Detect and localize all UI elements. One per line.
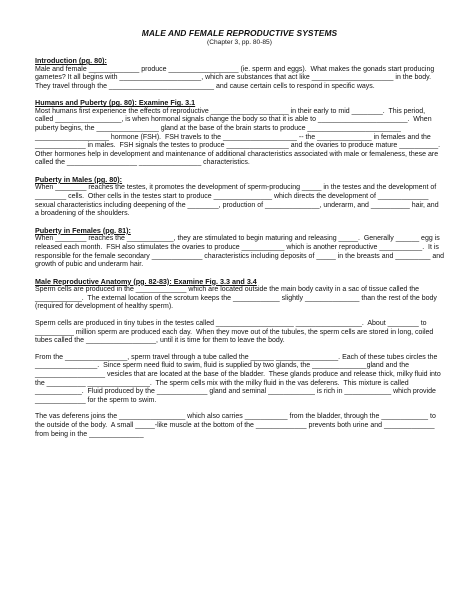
section-paragraph: When ________ reaches the testes, it promotes the development of sperm-producing _____ in the testes and the development of ________ cells. Other cells in the testes start to produce _______________ which directs the development of _____________ sexual characteristics including deepening of the ________, production of ______________, underarm, and __________ hair, and a broadening of the shoulders. [35,184,441,218]
section-heading: Male Reproductive Anatomy (pg. 82-83): Examine Fig. 3.3 and 3.4 [35,276,257,286]
section-paragraph: From the ________________, sperm travel through a tube called the ______ ________________. Each of these tubes circles the ________________. Since sperm need fluid to swim, fluid is supplied by two glands, the ______________gland and the __________________ vesicles that are located at the base of the bladder. These glands produce and release thick, milky fluid into the __________ ________________. The sperm cells mix with the milky fluid in the vas deferens. This mixture is called ____________. Fluid produced by the _____________ gland and seminal ____________ is rich in ____________ which provide _____________ for the sperm to swim. [35,353,443,404]
page-subtitle: (Chapter 3, pp. 80-85) [207,39,272,46]
section-heading: Introduction (pg. 80): [35,56,107,65]
section-paragraph: Sperm cells are produced in the _____________ which are located outside the main body cavity in a sac of tissue called the ____________. The external location of the scrotum keeps the ____________ slightly ______________ than the rest of the body (required for development of healthy sperm). [35,286,439,311]
section-male-reproductive-anatomy [35,278,444,439]
section-paragraph: Sperm cells are produced in tiny tubes in the testes called ____________________ _________________. About ________ to __________ million sperm are produced each day. When they move out of the tubules, the sperm cells are stored in long, coiled tubes called the __________________, until it is time for them to leave the body. [35,319,436,345]
section-paragraph: The vas deferens joins the _________________ which also carries ___________ from the bladder, through the ____________ to the outside of the body. A small _____-like muscle at the bottom of the _____________ prevents both urine and _____________ from being in the ______________ [35,413,438,438]
section-puberty-in-males [35,176,444,219]
section-paragraph: Male and female _____________ produce __________________ (ie. sperm and eggs). What makes the gonads start producing gametes? It all begins with _____________________, which are substances that act like _____________________ in the body. They travel through the ___________________________ and cause certain cells to respond in specific ways. [35,65,437,90]
section-heading: Humans and Puberty (pg. 80): Examine Fig. 3.1 [35,98,196,108]
section-heading: Puberty in Females (pg. 81): [35,225,131,235]
section-humans-and-puberty [35,99,444,168]
section-paragraph: Most humans first experience the effects of reproductive ____________________ in their early to mid ________. This period, called _________________, is when hormonal signals change the body so that it is able to _______________________. When puberty begins, the ________________ gland at the base of the brain starts to produce ________________________ ___________________ hormone (FSH). FSH travels to the ___________________ -- the ______________ in females and the _____________ in males. FSH signals the testes to produce ________________ and the ovaries to produce mature __________. Other hormones help in development and maintenance of additional characteristics associated with male or femaleness, these are called the __________________ ________________ characteristics. [35,107,445,167]
section-paragraph: When ________ reaches the ____________, they are stimulated to begin maturing and releasing _____. Generally ______ egg is released each month. FSH also stimulates the ovaries to produce ___________ which is another reproductive ___________. It is responsible for the female secondary _____________ characteristics including deposits of _____ in the breasts and _________ and growth of pubic and underarm hair. [35,235,446,269]
page-title: MALE AND FEMALE REPRODUCTIVE SYSTEMS [141,28,338,38]
section-puberty-in-females [35,227,444,270]
section-heading: Puberty in Males (pg. 80): [35,174,123,184]
section-introduction [35,57,444,91]
